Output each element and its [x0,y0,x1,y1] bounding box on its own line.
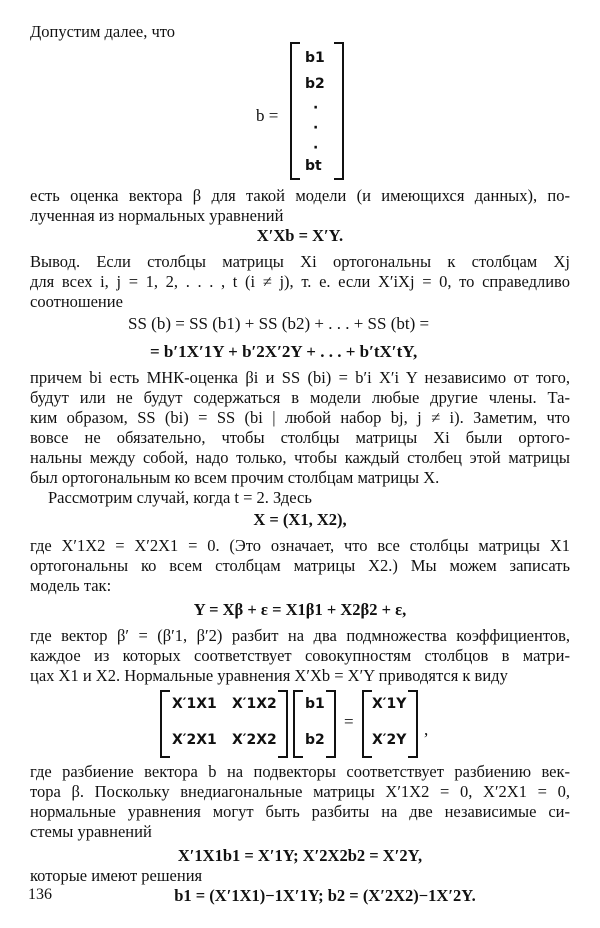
matrix-cell: X′2X2 [232,732,277,748]
matrix-cell: X′1Y [372,696,407,712]
paragraph-line: соотношение [30,292,123,311]
left-bracket [290,42,300,180]
paragraph-line: где разбиение вектора b на подвекторы соответствует разбиению век- [30,762,570,781]
normal-equations: X′Xb = X′Y. [256,226,344,245]
vector-entry: · [313,120,319,136]
intro-text: Допустим далее, что [30,22,176,41]
right-bracket [334,42,344,180]
matrix-cell: X′1X2 [232,696,277,712]
paragraph-line: вовсе не обязательно, чтобы столбцы матрицы Xi были ортого- [30,428,570,447]
vector-entry: · [313,140,319,156]
ss-equation-line-2: = b′1X′1Y + b′2X′2Y + . . . + b′tX′tY, [150,342,418,361]
paragraph-line: лученная из нормальных уравнений [30,206,284,225]
page-number: 136 [28,886,52,903]
paragraph-line: Рассмотрим случай, когда t = 2. Здесь [48,488,312,507]
paragraph-line: цах X1 и X2. Нормальные уравнения X′Xb = X′Y приводятся к виду [30,666,508,685]
right-bracket [408,690,418,758]
model-equation: Y = Xβ + ε = X1β1 + X2β2 + ε, [193,600,407,619]
paragraph-line: модель так: [30,576,112,595]
system-equations: X′1X1b1 = X′1Y; X′2X2b2 = X′2Y, [177,846,423,865]
matrix-cell: X′1X1 [172,696,217,712]
vector-b-lhs: b = [256,106,279,125]
vector-entry: · [313,100,319,116]
vector-entry: b2 [305,76,325,92]
comma: , [424,720,429,739]
paragraph-line: где X′1X2 = X′2X1 = 0. (Это означает, что все столбцы матрицы X1 [30,536,570,555]
paragraph-line: ортогональны ко всем столбцам матрицы X2.) Мы можем записать [30,556,570,575]
paragraph-line: где вектор β′ = (β′1, β′2) разбит на два подмножества коэффициентов, [30,626,570,645]
paragraph-line: для всех i, j = 1, 2, . . . , t (i ≠ j), т. е. если X′iXj = 0, то справедливо [30,272,570,291]
right-bracket [326,690,336,758]
equals-sign: = [344,712,354,731]
vector-entry: b1 [305,50,325,66]
left-bracket [160,690,170,758]
paragraph-line: причем bi есть МНК-оценка βi и SS (bi) = b′i X′i Y независимо от того, [30,368,570,387]
ss-equation-line-1: SS (b) = SS (b1) + SS (b2) + . . . + SS (bt) = [128,314,430,333]
paragraph-line: тора β. Поскольку внедиагональные матрицы X′1X2 = 0, X′2X1 = 0, [30,782,570,801]
x-partition-equation: X = (X1, X2), [253,510,347,529]
paragraph-line: был ортогональным ко всем прочим столбцам матрицы X. [30,468,440,487]
solution-equations: b1 = (X′1X1)−1X′1Y; b2 = (X′2X2)−1X′2Y. [174,886,476,905]
paragraph-line: нальны между собой, надо только, чтобы каждый столбец этой матрицы [30,448,570,467]
matrix-cell: b1 [305,696,325,712]
paragraph-line: будут или не будут содержаться в модели любые другие члены. Та- [30,388,570,407]
paragraph-line: которые имеют решения [30,866,203,885]
paragraph-line: стемы уравнений [30,822,152,841]
paragraph-line: есть оценка вектора β для такой модели (и имеющихся данных), по- [30,186,570,205]
paragraph-line: каждое из которых соответствует совокупностям столбцов в матри- [30,646,570,665]
vector-entry: bt [305,158,322,174]
matrix-cell: X′2X1 [172,732,217,748]
matrix-cell: b2 [305,732,325,748]
paragraph-line: нормальные уравнения могут быть разбиты на две независимые си- [30,802,570,821]
left-bracket [293,690,303,758]
paragraph-line: ким образом, SS (bi) = SS (bi | любой набор bj, j ≠ i). Заметим, что [30,408,570,427]
left-bracket [362,690,372,758]
matrix-cell: X′2Y [372,732,407,748]
right-bracket [278,690,288,758]
paragraph-line: Вывод. Если столбцы матрицы Xi ортогональны к столбцам Xj [30,252,570,271]
